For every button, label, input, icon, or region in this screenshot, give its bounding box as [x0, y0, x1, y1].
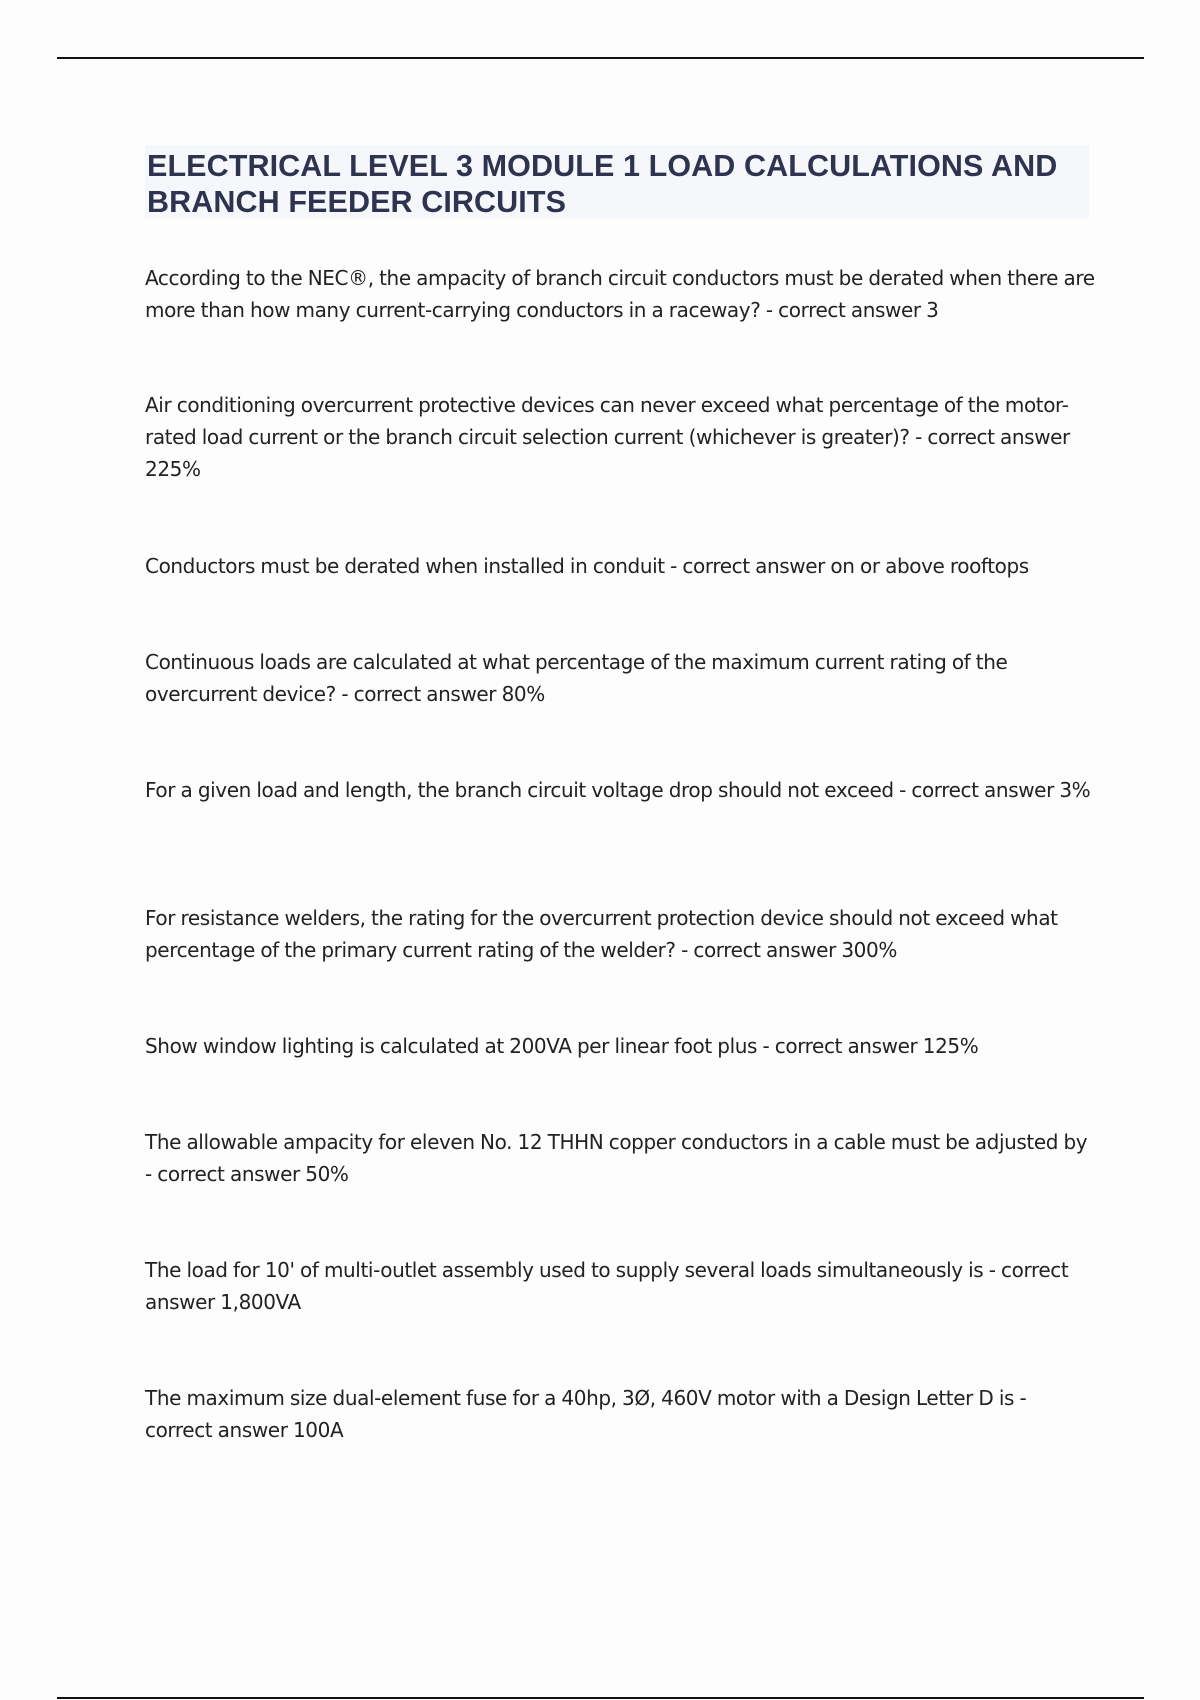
qa-item: The maximum size dual-element fuse for a 40hp, 3Ø, 460V motor with a Design Letter D is - correct answer 100A: [145, 1386, 1027, 1442]
qa-item: The allowable ampacity for eleven No. 12 THHN copper conductors in a cable must be adjusted by - correct answer 50%: [145, 1130, 1088, 1186]
page-title: ELECTRICAL LEVEL 3 MODULE 1 LOAD CALCULATIONS AND BRANCH FEEDER CIRCUITS: [147, 149, 1058, 219]
qa-item: The load for 10' of multi-outlet assembly used to supply several loads simultaneously is - correct answer 1,800VA: [145, 1258, 1069, 1314]
qa-item: For a given load and length, the branch circuit voltage drop should not exceed - correct answer 3%: [145, 778, 1091, 802]
qa-item: Conductors must be derated when installed in conduit - correct answer on or above rooftops: [145, 554, 1029, 578]
top-divider: [57, 57, 1144, 59]
qa-item: Show window lighting is calculated at 200VA per linear foot plus - correct answer 125%: [145, 1034, 979, 1058]
qa-item: According to the NEC®, the ampacity of branch circuit conductors must be derated when there are more than how many current-carrying conductors in a raceway? - correct answer 3: [145, 266, 1095, 322]
qa-item: Air conditioning overcurrent protective devices can never exceed what percentage of the motor-rated load current or the branch circuit selection current (whichever is greater)? - correct answer 225%: [145, 393, 1070, 481]
qa-item: Continuous loads are calculated at what percentage of the maximum current rating of the overcurrent device? - correct answer 80%: [145, 650, 1008, 706]
title-banner: [145, 145, 1089, 219]
bottom-divider: [57, 1697, 1144, 1699]
qa-item: For resistance welders, the rating for the overcurrent protection device should not exceed what percentage of the primary current rating of the welder? - correct answer 300%: [145, 906, 1058, 962]
